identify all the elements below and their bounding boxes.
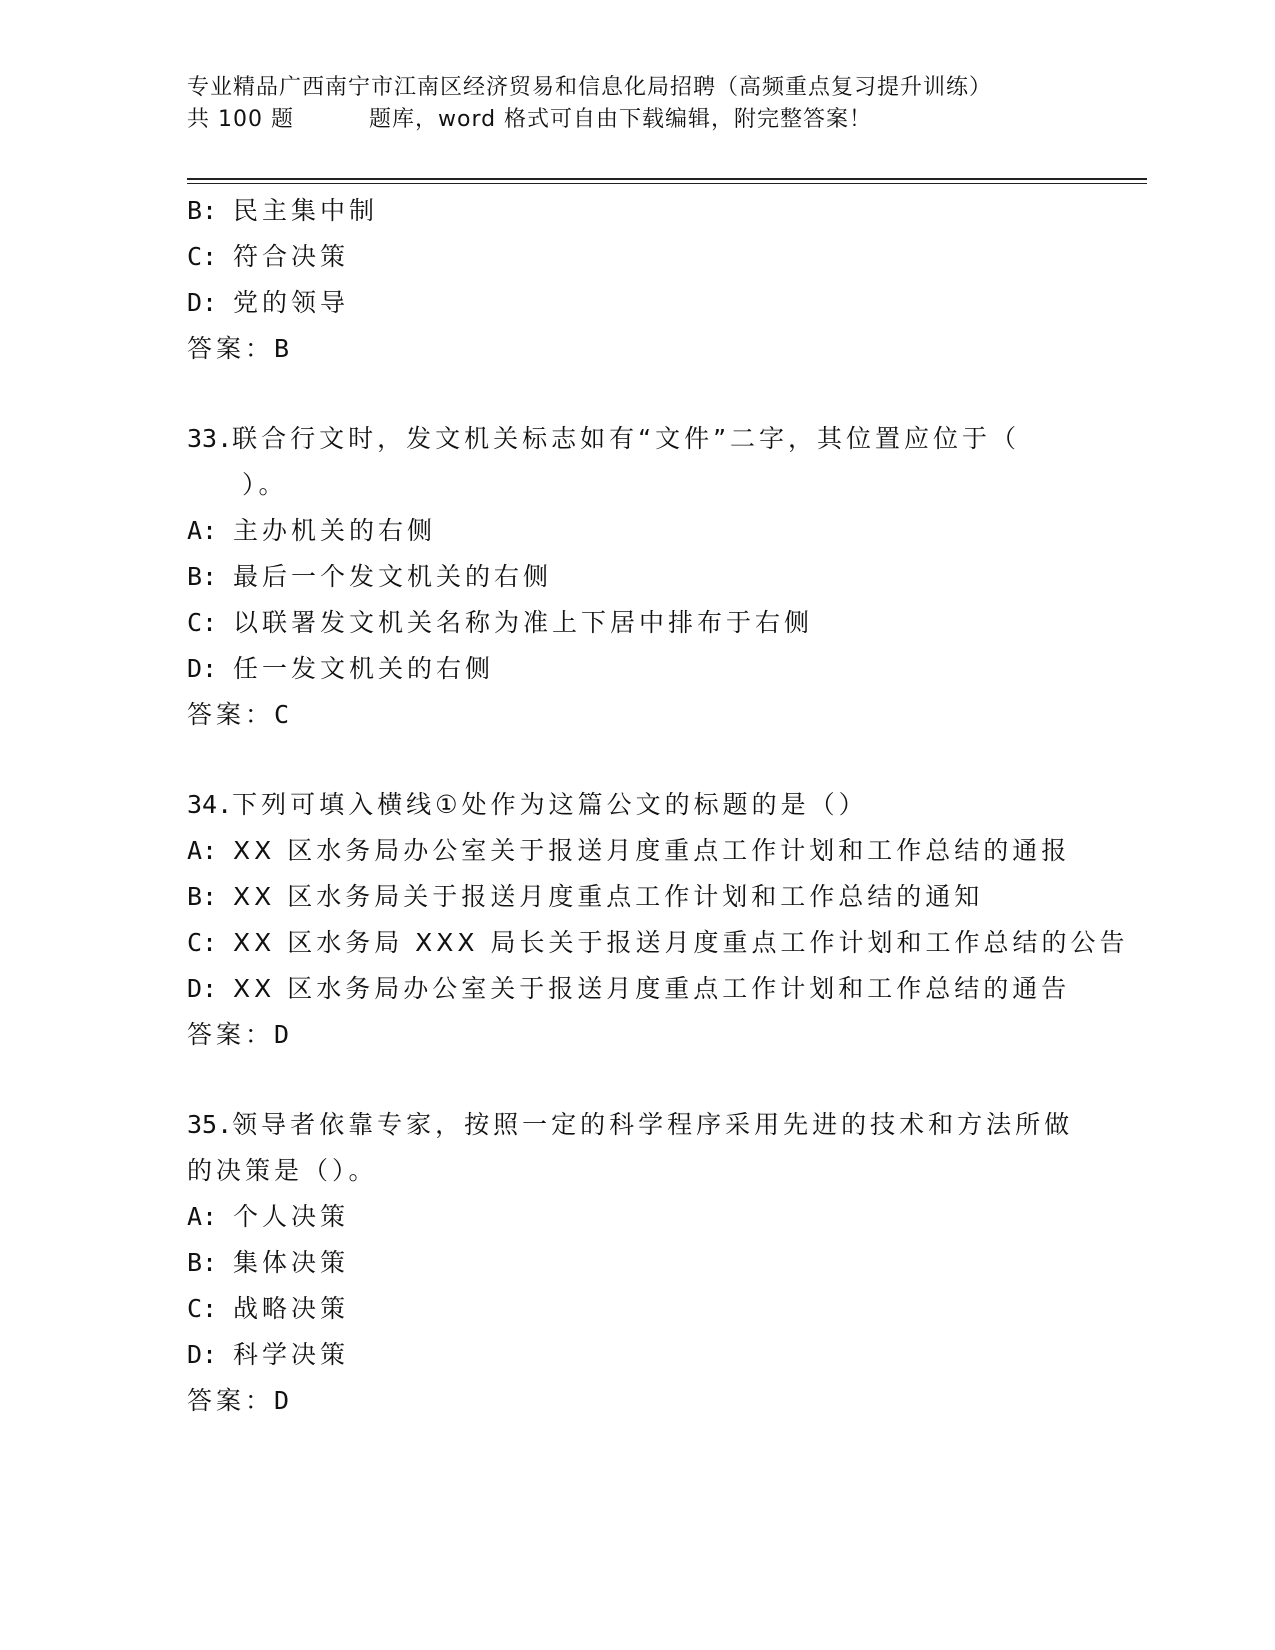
option-key: D: xyxy=(187,288,218,317)
option-row xyxy=(187,828,1147,874)
question-stem xyxy=(187,782,1147,828)
question-text: 领导者依靠专家，按照一定的科学程序采用先进的技术和方法所做 xyxy=(232,1110,1074,1139)
option-text: XX 区水务局办公室关于报送月度重点工作计划和工作总结的通告 xyxy=(233,974,1071,1003)
question-stem-continued: ）。 xyxy=(242,470,288,499)
option-row xyxy=(187,188,1147,234)
header-description: 题库，word 格式可自由下载编辑，附完整答案！ xyxy=(368,107,873,132)
option-key: D: xyxy=(187,1340,218,1369)
header-title: 专业精品广西南宁市江南区经济贸易和信息化局招聘（高频重点复习提升训练） xyxy=(187,75,993,100)
header-subtitle xyxy=(187,104,1147,136)
page-header xyxy=(187,72,1147,136)
option-row xyxy=(187,966,1147,1012)
answer-label: 答案： xyxy=(187,334,275,363)
option-key: B: xyxy=(187,1248,218,1277)
option-key: A: xyxy=(187,516,218,545)
answer-label: 答案： xyxy=(187,700,275,729)
option-text: 个人决策 xyxy=(233,1202,350,1231)
question-number: 35. xyxy=(187,1110,233,1139)
option-row xyxy=(187,554,1147,600)
option-key: C: xyxy=(187,608,218,637)
option-text: 符合决策 xyxy=(233,242,350,271)
answer-line xyxy=(187,1378,1147,1424)
option-text: XX 区水务局办公室关于报送月度重点工作计划和工作总结的通报 xyxy=(233,836,1071,865)
option-text: 民主集中制 xyxy=(233,196,379,225)
question-block-34 xyxy=(187,782,1147,1058)
option-row xyxy=(187,1194,1147,1240)
question-text: 联合行文时，发文机关标志如有“文件”二字，其位置应位于（ xyxy=(232,424,1021,453)
option-row xyxy=(187,234,1147,280)
header-question-count: 共 100 题 xyxy=(187,107,294,132)
question-number: 33. xyxy=(187,424,233,453)
option-row xyxy=(187,280,1147,326)
option-row xyxy=(187,646,1147,692)
answer-label: 答案： xyxy=(187,1386,275,1415)
option-text: 任一发文机关的右侧 xyxy=(233,654,495,683)
question-block-prev xyxy=(187,188,1147,372)
option-key: D: xyxy=(187,654,218,683)
answer-line xyxy=(187,326,1147,372)
option-key: C: xyxy=(187,242,218,271)
answer-line xyxy=(187,692,1147,738)
option-row xyxy=(187,508,1147,554)
option-text: 最后一个发文机关的右侧 xyxy=(233,562,553,591)
question-text: 下列可填入横线①处作为这篇公文的标题的是（） xyxy=(232,790,868,819)
option-row xyxy=(187,1332,1147,1378)
option-row xyxy=(187,1286,1147,1332)
option-text: 科学决策 xyxy=(233,1340,350,1369)
option-text: XX 区水务局 XXX 局长关于报送月度重点工作计划和工作总结的公告 xyxy=(233,928,1129,957)
option-row xyxy=(187,1240,1147,1286)
option-row xyxy=(187,600,1147,646)
question-stem-continued: 的决策是（）。 xyxy=(187,1156,378,1185)
option-key: A: xyxy=(187,1202,218,1231)
option-text: 集体决策 xyxy=(233,1248,350,1277)
option-key: C: xyxy=(187,1294,218,1323)
option-key: B: xyxy=(187,882,218,911)
option-text: 战略决策 xyxy=(233,1294,350,1323)
option-key: B: xyxy=(187,196,218,225)
header-divider-thin xyxy=(187,183,1147,184)
answer-value: B xyxy=(274,334,290,363)
option-text: 党的领导 xyxy=(233,288,350,317)
answer-value: D xyxy=(274,1386,290,1415)
option-text: XX 区水务局关于报送月度重点工作计划和工作总结的通知 xyxy=(233,882,984,911)
option-row xyxy=(187,920,1147,966)
option-key: D: xyxy=(187,974,218,1003)
option-key: A: xyxy=(187,836,218,865)
answer-line xyxy=(187,1012,1147,1058)
question-stem xyxy=(187,416,1147,462)
question-number: 34. xyxy=(187,790,233,819)
question-stem xyxy=(187,1102,1147,1148)
option-text: 主办机关的右侧 xyxy=(233,516,437,545)
option-key: B: xyxy=(187,562,218,591)
answer-value: C xyxy=(274,700,290,729)
document-body xyxy=(187,188,1147,1424)
option-key: C: xyxy=(187,928,218,957)
option-row xyxy=(187,874,1147,920)
header-divider-thick xyxy=(187,178,1147,180)
question-block-35 xyxy=(187,1102,1147,1424)
answer-label: 答案： xyxy=(187,1020,275,1049)
option-text: 以联署发文机关名称为准上下居中排布于右侧 xyxy=(233,608,814,637)
question-block-33 xyxy=(187,416,1147,738)
answer-value: D xyxy=(274,1020,290,1049)
